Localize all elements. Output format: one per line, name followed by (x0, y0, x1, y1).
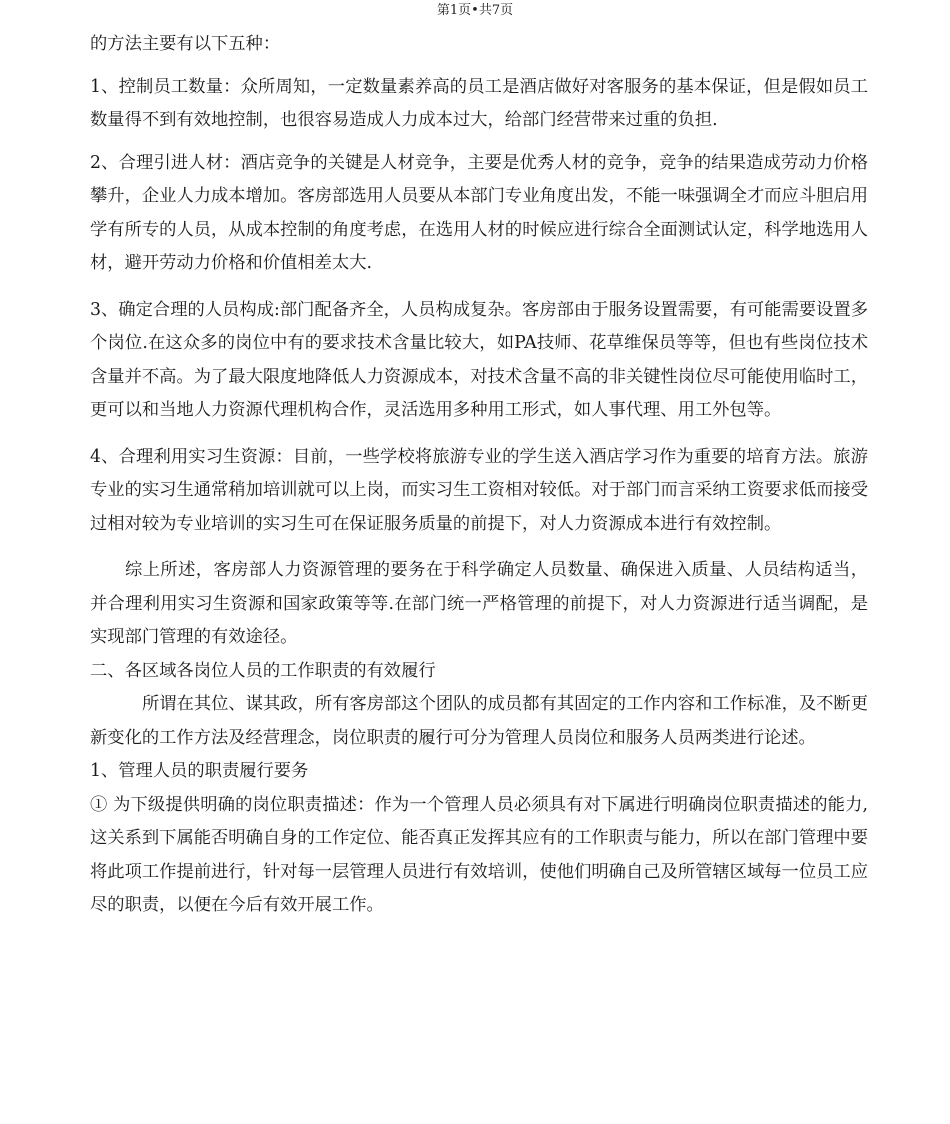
subsection-item-paragraph: ① 为下级提供明确的岗位职责描述：作为一个管理人员必须具有对下属进行明确岗位职责描述的能力,这关系到下属能否明确自身的工作定位、能否真正发挥其应有的工作职责与能力，所以在部门管理中要将此项工作提前进行，针对每一层管理人员进行有效培训，使他们明确自己及所管辖区域每一位员工应尽的职责，以便在今后有效开展工作。 (90, 794, 868, 915)
summary-paragraph: 综上所述，客房部人力资源管理的要务在于科学确定人员数量、确保进入质量、人员结构适当，并合理利用实习生资源和国家政策等等.在部门统一严格管理的前提下，对人力资源进行适当调配，是实现部门管理的有效途径。 (90, 560, 868, 647)
page-indicator: 第1页•共7页 (436, 3, 514, 18)
intro-line: 的方法主要有以下五种： (90, 34, 281, 54)
subsection-heading: 1、管理人员的职责履行要务 (90, 761, 309, 781)
section-intro-paragraph: 所谓在其位、谋其政，所有客房部这个团队的成员都有其固定的工作内容和工作标准，及不断更新变化的工作方法及经营理念，岗位职责的履行可分为管理人员岗位和服务人员两类进行论述。 (90, 694, 868, 748)
list-item-control-staff-count: 1、控制员工数量：众所周知，一定数量素养高的员工是酒店做好对客服务的基本保证，但是假如员工数量得不到有效地控制，也很容易造成人力成本过大，给部门经营带来过重的负担. (90, 76, 868, 130)
section-heading: 二、各区域各岗位人员的工作职责的有效履行 (90, 660, 436, 681)
list-item-intern-resources: 4、合理利用实习生资源：目前，一些学校将旅游专业的学生送入酒店学习作为重要的培育方法。旅游专业的实习生通常稍加培训就可以上岗，而实习生工资相对较低。对于部门而言采纳工资要求低而接受过相对较为专业培训的实习生可在保证服务质量的前提下，对人力资源成本进行有效控制。 (90, 446, 868, 534)
list-item-staff-composition: 3、确定合理的人员构成:部门配备齐全，人员构成复杂。客房部由于服务设置需要，有可能需要设置多个岗位.在这众多的岗位中有的要求技术含量比较大，如PA技师、花草维保员等等，但也有些岗位技术含量并不高。为了最大限度地降低人力资源成本，对技术含量不高的非关键性岗位尽可能使用临时工，更可以和当地人力资源代理机构合作，灵活选用多种用工形式，如人事代理、用工外包等。 (90, 299, 868, 420)
list-item-recruit-talent: 2、合理引进人材：酒店竞争的关键是人材竞争，主要是优秀人材的竞争，竞争的结果造成劳动力价格攀升，企业人力成本增加。客房部选用人员要从本部门专业角度出发，不能一味强调全才而应斗胆启用学有所专的人员，从成本控制的角度考虑，在选用人材的时候应进行综合全面测试认定，科学地选用人材，避开劳动力价格和价值相差太大. (90, 152, 868, 273)
document-body (90, 28, 868, 923)
